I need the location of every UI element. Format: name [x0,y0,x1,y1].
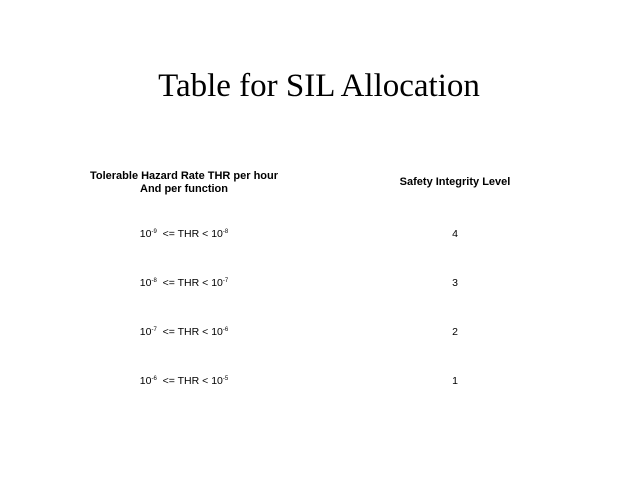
header-tolerable-hazard-rate [84,170,284,196]
range-low-exponent: -8 [151,278,157,284]
range-low-exponent: -6 [151,376,157,382]
table-row [0,276,638,292]
thr-range [84,276,284,290]
range-low-base: 10 [139,375,152,387]
table-row [0,325,638,341]
header-safety-integrity-level: Safety Integrity Level [399,176,511,188]
range-operator: <= THR < [162,277,209,289]
header-tolerable-hazard-rate-line1: Tolerable Hazard Rate THR per hour [89,170,279,182]
range-high-exponent: -6 [222,327,229,333]
sil-level: 2 [452,326,458,338]
range-high-base: 10 [211,228,223,240]
slide-title: Table for SIL Allocation [158,68,480,104]
range-high-exponent: -8 [222,229,229,235]
table-row [0,374,638,390]
range-operator: <= THR < [162,375,209,387]
range-high-base: 10 [211,326,223,338]
sil-level: 3 [452,277,458,289]
thr-range [84,227,284,241]
sil-level: 1 [452,375,458,387]
range-low-exponent: -7 [151,327,157,333]
thr-range [84,374,284,388]
range-low-base: 10 [139,326,152,338]
range-low-base: 10 [139,228,152,240]
range-high-exponent: -5 [222,376,229,382]
range-low-exponent: -9 [151,229,157,235]
range-low-base: 10 [139,277,152,289]
range-operator: <= THR < [162,228,209,240]
range-high-exponent: -7 [222,278,229,284]
range-operator: <= THR < [162,326,209,338]
range-high-base: 10 [211,277,223,289]
header-tolerable-hazard-rate-line2: And per function [140,183,228,195]
sil-level: 4 [452,228,458,240]
range-high-base: 10 [211,375,223,387]
thr-range [84,325,284,339]
table-row [0,227,638,243]
